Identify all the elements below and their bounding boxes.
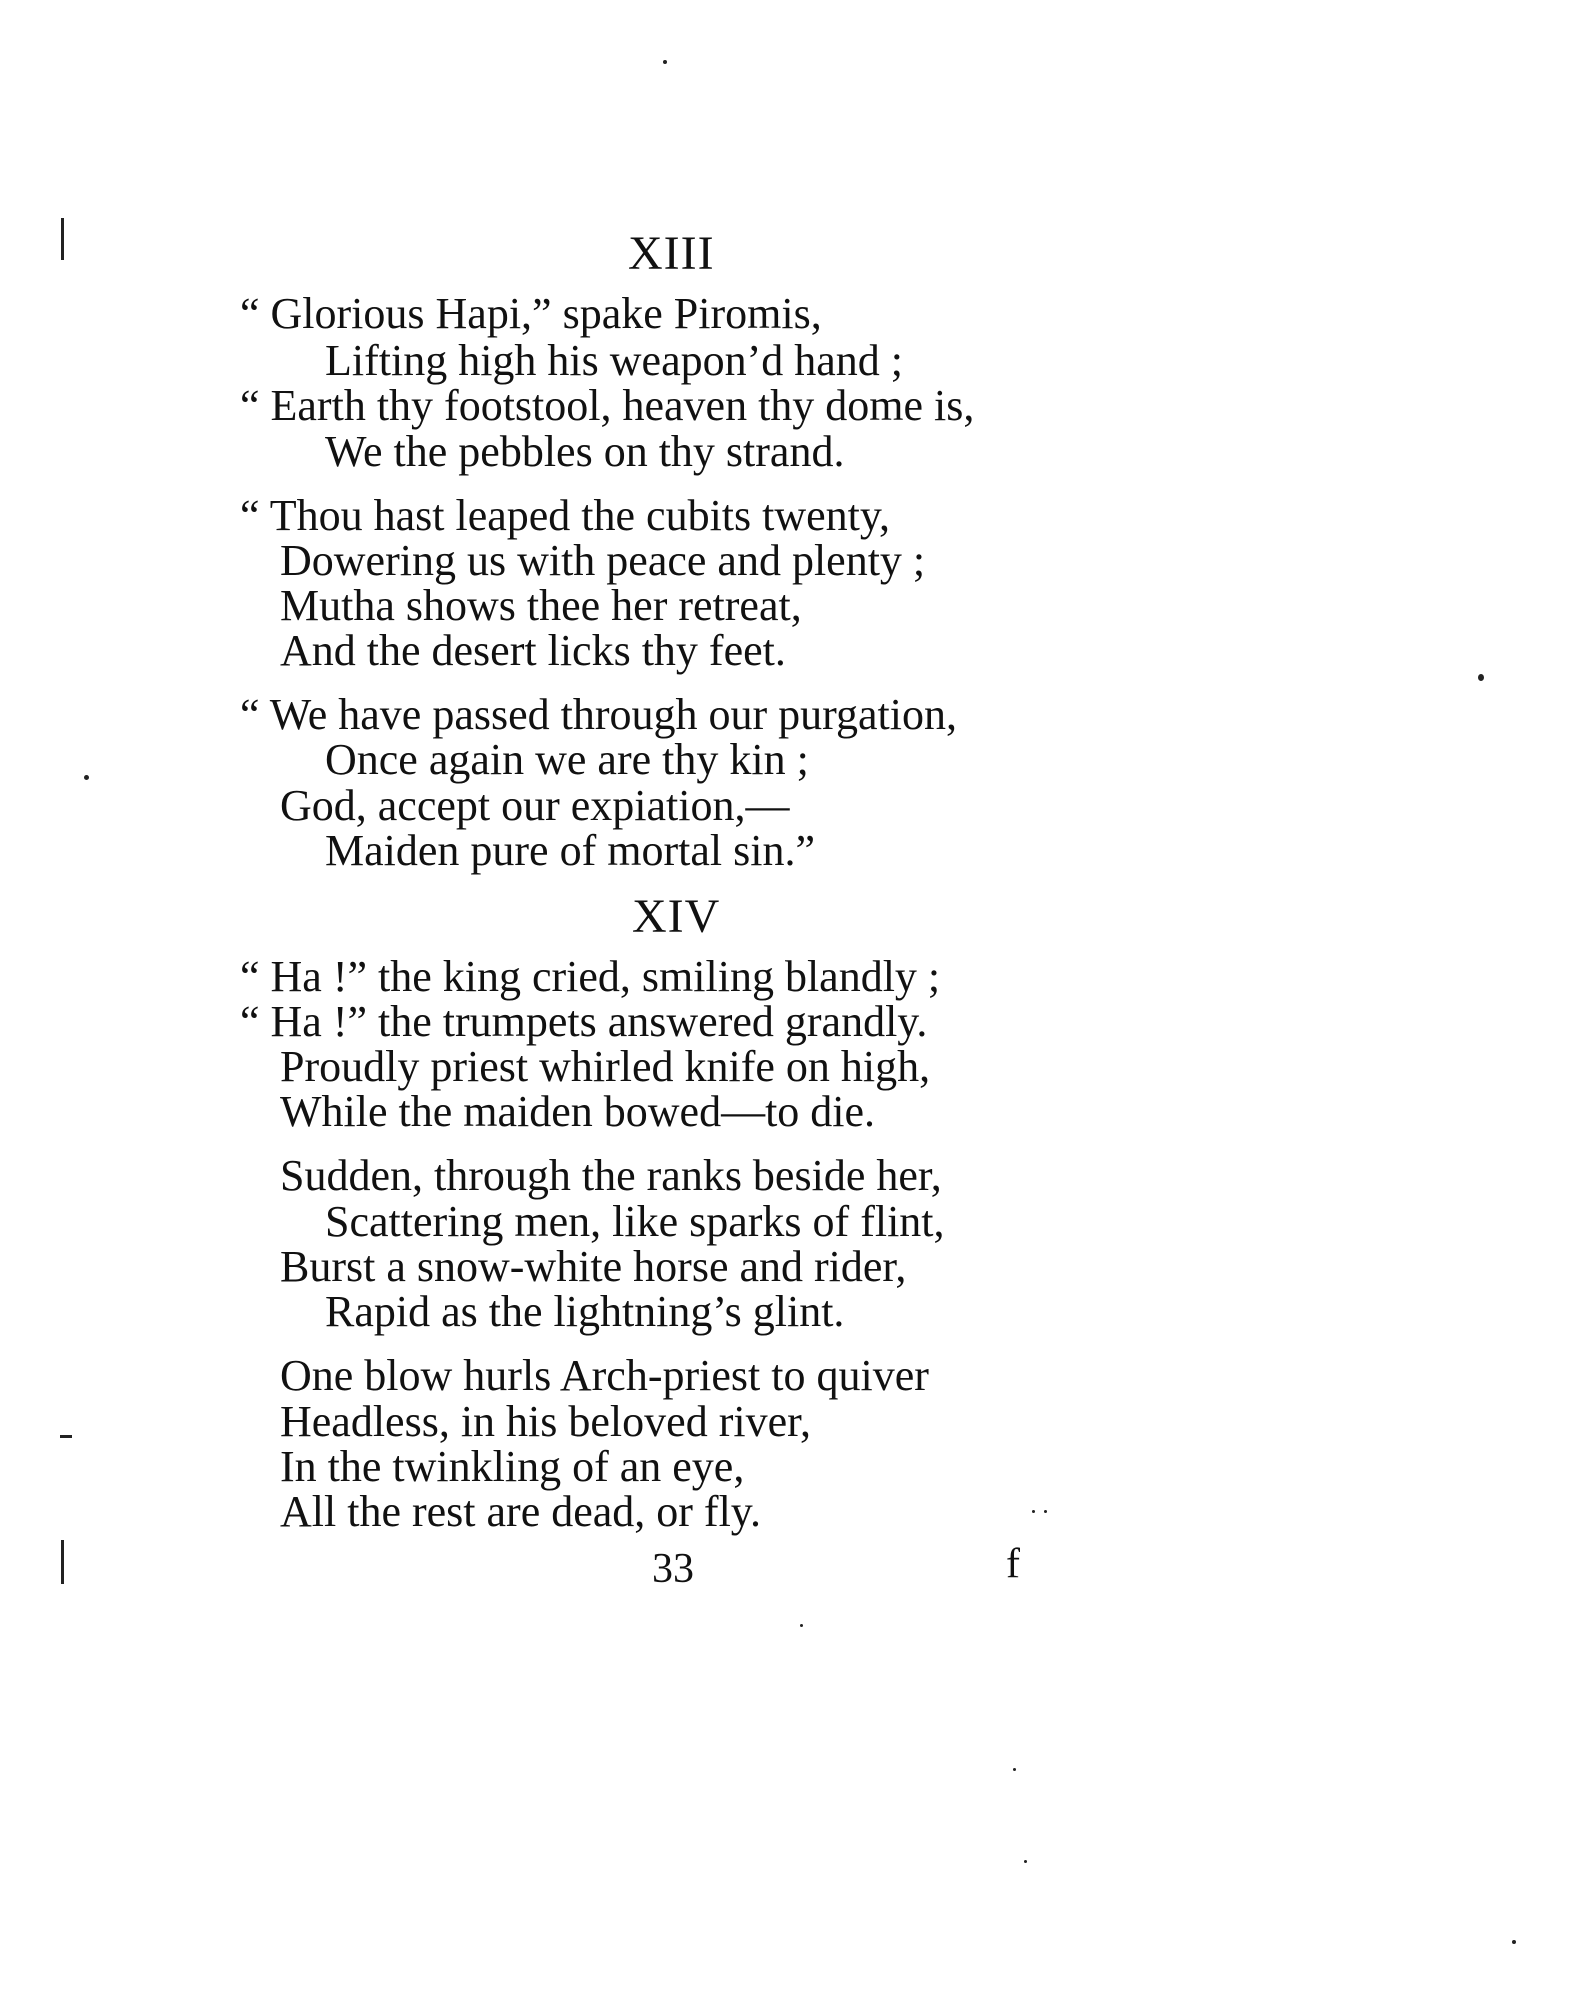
poem-line: “ Ha !” the king cried, smiling blandly ; bbox=[240, 952, 941, 1001]
poem-line: God, accept our expiation,— bbox=[280, 781, 790, 830]
poem-line: Lifting high his weapon’d hand ; bbox=[325, 336, 904, 385]
poem-line: Headless, in his beloved river, bbox=[280, 1397, 811, 1446]
scan-speck bbox=[84, 775, 89, 780]
scan-speck bbox=[1032, 1510, 1035, 1513]
scan-margin-mark bbox=[60, 1435, 72, 1438]
scan-speck bbox=[1512, 1940, 1516, 1944]
scan-margin-mark bbox=[61, 218, 64, 260]
scan-speck bbox=[800, 1624, 803, 1627]
poem-line: Dowering us with peace and plenty ; bbox=[280, 536, 926, 585]
poem-line: Once again we are thy kin ; bbox=[325, 735, 809, 784]
scan-speck bbox=[663, 60, 667, 64]
poem-line: “ Thou hast leaped the cubits twenty, bbox=[240, 491, 891, 540]
poem-line: We the pebbles on thy strand. bbox=[325, 427, 845, 476]
poem-line: “ We have passed through our purgation, bbox=[240, 690, 957, 739]
poem-line: Maiden pure of mortal sin.” bbox=[325, 826, 815, 875]
poem-line: “ Glorious Hapi,” spake Piromis, bbox=[240, 289, 822, 338]
poem-line: And the desert licks thy feet. bbox=[280, 626, 786, 675]
scan-speck bbox=[1013, 1768, 1016, 1771]
scan-margin-mark bbox=[61, 1540, 64, 1584]
poem-line: Sudden, through the ranks beside her, bbox=[280, 1151, 942, 1200]
section-heading-xiv: XIV bbox=[632, 890, 721, 943]
page-number: 33 bbox=[652, 1546, 694, 1592]
poem-line: While the maiden bowed—to die. bbox=[280, 1087, 876, 1136]
poem-line: One blow hurls Arch-priest to quiver bbox=[280, 1351, 929, 1400]
poem-line: Proudly priest whirled knife on high, bbox=[280, 1042, 931, 1091]
poem-line: Burst a snow-white horse and rider, bbox=[280, 1242, 907, 1291]
poem-line: “ Earth thy footstool, heaven thy dome is, bbox=[240, 381, 975, 430]
poem-line: In the twinkling of an eye, bbox=[280, 1442, 745, 1491]
poem-line: Mutha shows thee her retreat, bbox=[280, 581, 802, 630]
poem-line: Scattering men, like sparks of flint, bbox=[325, 1197, 945, 1246]
scan-speck bbox=[1478, 674, 1484, 681]
signature-mark: f bbox=[1006, 1541, 1020, 1587]
scan-speck bbox=[1044, 1510, 1047, 1513]
section-heading-xiii: XIII bbox=[628, 227, 715, 280]
poem-line: “ Ha !” the trumpets answered grandly. bbox=[240, 997, 928, 1046]
poem-line: Rapid as the lightning’s glint. bbox=[325, 1287, 845, 1336]
scan-speck bbox=[1024, 1860, 1027, 1863]
poem-line: All the rest are dead, or fly. bbox=[280, 1487, 761, 1536]
